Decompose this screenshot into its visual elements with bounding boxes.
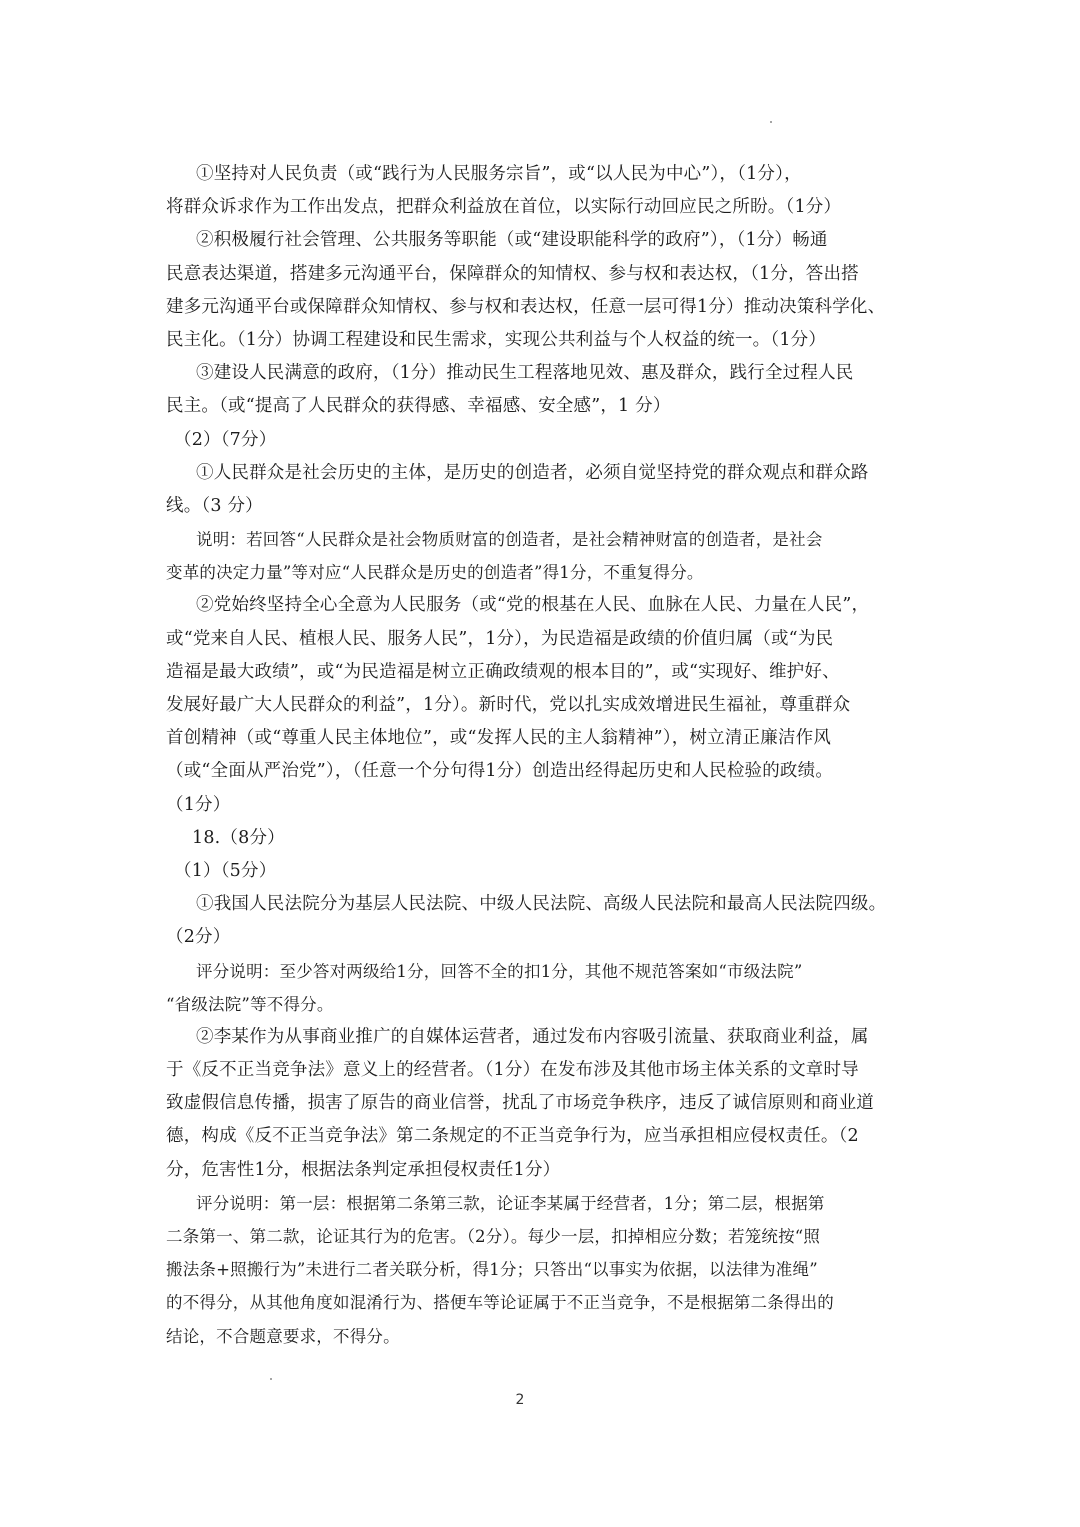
page-number: 2 <box>515 1392 525 1408</box>
scoring-note-line: 二条第一、第二款，论证其行为的危害。（2分）。每少一层，扣掉相应分数；若笼统按“照 <box>166 1227 821 1246</box>
text-line: 首创精神（或“尊重人民主体地位”，或“发挥人民的主人翁精神”），树立清正廉洁作风 <box>166 728 832 749</box>
scoring-note-line: 搬法条+照搬行为”未进行二者关联分析，得1分；只答出“以事实为依据，以法律为准绳” <box>166 1260 818 1280</box>
text-line: （2分） <box>166 927 231 948</box>
text-line: ②党始终坚持全心全意为人民服务（或“党的根基在人民、血脉在人民、力量在人民”， <box>196 595 870 616</box>
text-line: 或“党来自人民、植根人民、服务人民”，1分），为民造福是政绩的价值归属（或“为民 <box>166 628 834 649</box>
question-heading: 18.（8分） <box>192 827 285 848</box>
text-line: 将群众诉求作为工作出发点，把群众利益放在首位，以实际行动回应民之所盼。（1分） <box>166 197 842 218</box>
text-line: （1分） <box>166 794 231 815</box>
text-line: ②积极履行社会管理、公共服务等职能（或“建设职能科学的政府”），（1分）畅通 <box>196 230 828 251</box>
text-line: 发展好最广大人民群众的利益”，1分）。新时代，党以扎实成效增进民生福祉，尊重群众 <box>166 695 851 715</box>
text-line: ③建设人民满意的政府，（1分）推动民生工程落地见效、惠及群众，践行全过程人民 <box>196 363 854 384</box>
sub-question-heading: （2）（7分） <box>174 429 277 450</box>
scoring-note-line: 结论，不合题意要求，不得分。 <box>166 1326 400 1346</box>
scoring-note-line: 评分说明：至少答对两级给1分，回答不全的扣1分，其他不规范答案如“市级法院” <box>196 961 803 981</box>
scoring-note-line: 变革的决定力量”等对应“人民群众是历史的创造者”得1分，不重复得分。 <box>166 563 704 583</box>
sub-question-heading: （1）（5分） <box>174 860 277 881</box>
text-line: 线。（3 分） <box>166 495 263 516</box>
text-line: 民意表达渠道，搭建多元沟通平台，保障群众的知情权、参与权和表达权，（1分，答出搭 <box>166 263 859 284</box>
text-line: ①人民群众是社会历史的主体，是历史的创造者，必须自觉坚持党的群众观点和群众路 <box>196 462 869 483</box>
text-line: 造福是最大政绩”，或“为民造福是树立正确政绩观的根本目的”，或“实现好、维护好、 <box>166 661 840 682</box>
text-line: ②李某作为从事商业推广的自媒体运营者，通过发布内容吸引流量、获取商业利益，属 <box>196 1026 869 1047</box>
text-line: 致虚假信息传播，损害了原告的商业信誉，扰乱了市场竞争秩序，违反了诚信原则和商业道 <box>166 1093 874 1114</box>
text-line: 民主。（或“提高了人民群众的获得感、幸福感、安全感”，1 分） <box>166 396 671 417</box>
scoring-note-line: “省级法院”等不得分。 <box>166 994 334 1014</box>
scan-speck <box>770 121 772 123</box>
text-line: ①坚持对人民负责（或“践行为人民服务宗旨”，或“以人民为中心”），（1分）， <box>196 164 802 184</box>
text-line: ①我国人民法院分为基层人民法院、中级人民法院、高级人民法院和最高人民法院四级。 <box>196 894 887 915</box>
text-line: 民主化。（1分）协调工程建设和民生需求，实现公共利益与个人权益的统一。（1分） <box>166 329 827 350</box>
answer-text-body <box>166 158 902 1353</box>
scoring-note-line: 说明：若回答“人民群众是社会物质财富的创造者，是社会精神财富的创造者，是社会 <box>196 530 823 550</box>
text-line: 于《反不正当竞争法》意义上的经营者。（1分）在发布涉及其他市场主体关系的文章时导 <box>166 1060 859 1081</box>
text-line: （或“全面从严治党”），（任意一个分句得1分）创造出经得起历史和人民检验的政绩。 <box>166 761 834 782</box>
scoring-note-line: 的不得分，从其他角度如混淆行为、搭便车等论证属于不正当竞争，不是根据第二条得出的 <box>166 1293 834 1313</box>
text-line: 分，危害性1分，根据法条判定承担侵权责任1分） <box>166 1159 561 1180</box>
text-line: 德，构成《反不正当竞争法》第二条规定的不正当竞争行为，应当承担相应侵权责任。（2 <box>166 1126 859 1147</box>
scoring-note-line: 评分说明：第一层：根据第二条第三款，论证李某属于经营者，1分；第二层，根据第 <box>196 1193 825 1213</box>
text-line: 建多元沟通平台或保障群众知情权、参与权和表达权，任意一层可得1分）推动决策科学化、 <box>166 296 886 317</box>
scan-speck <box>270 1378 272 1380</box>
